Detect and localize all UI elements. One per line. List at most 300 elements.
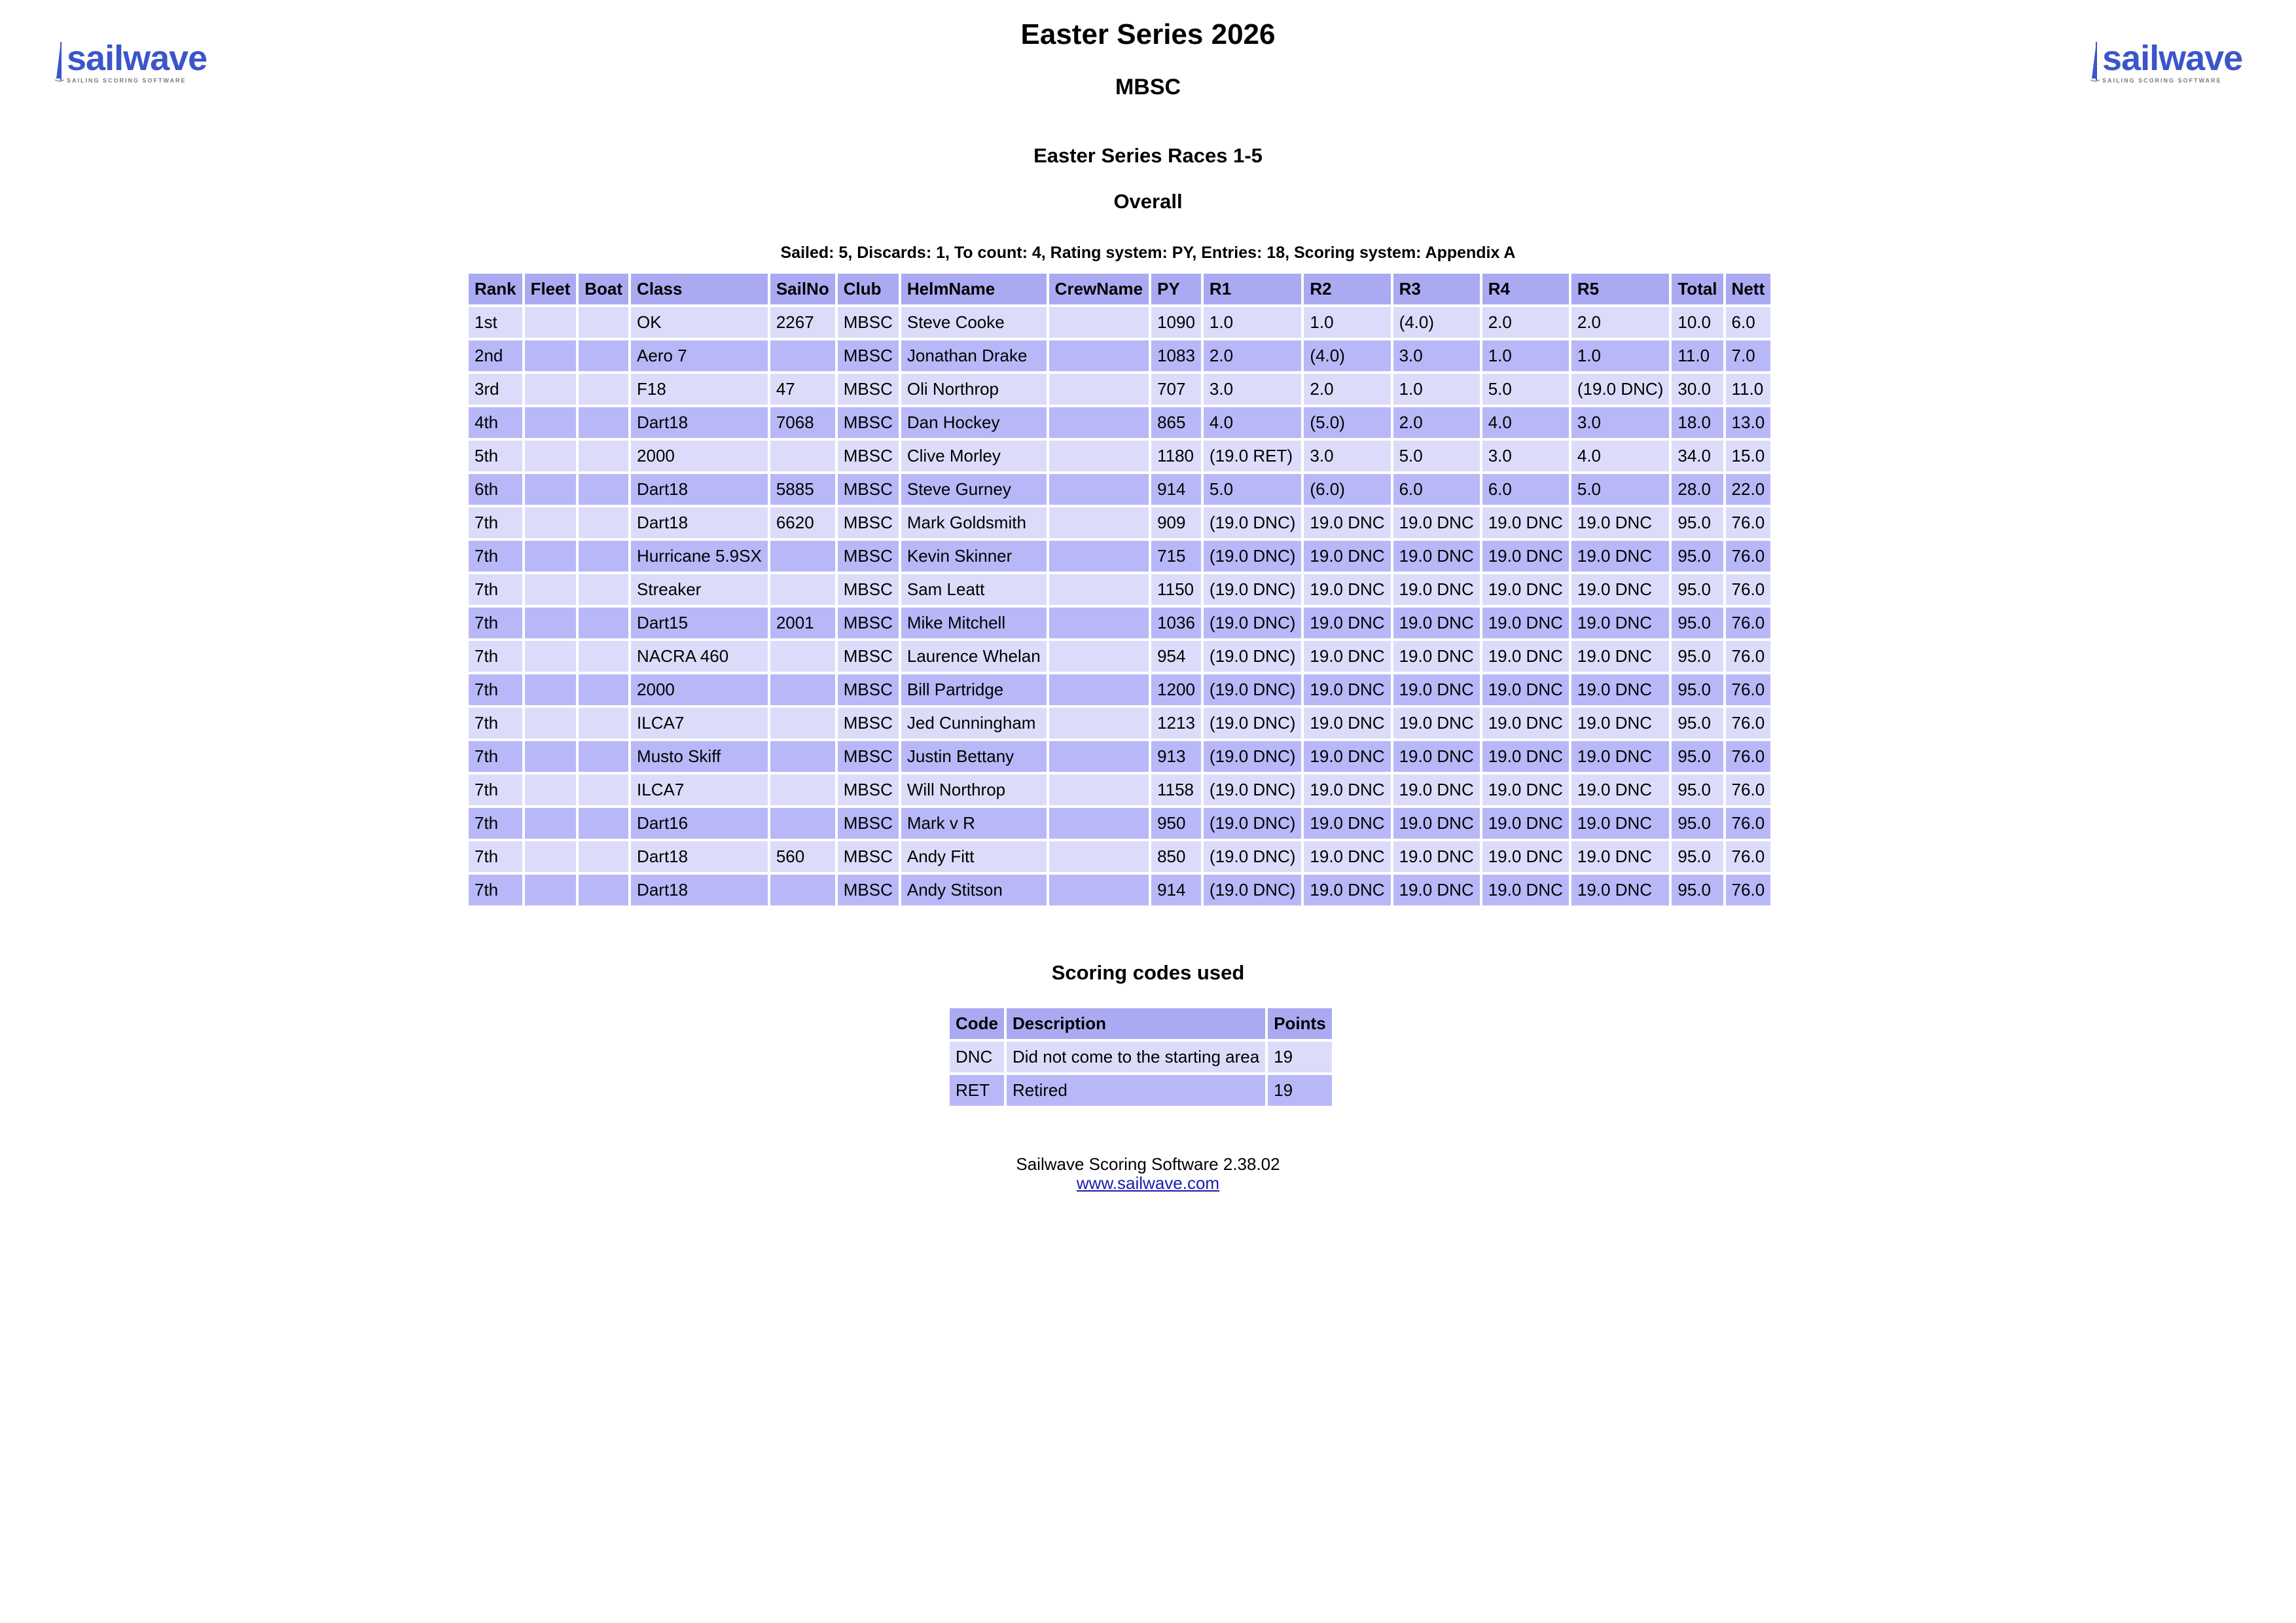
cell-r4: 19.0 DNC xyxy=(1482,741,1569,772)
cell-r2: 19.0 DNC xyxy=(1304,641,1390,672)
cell-crewname xyxy=(1049,808,1149,839)
cell-r2: 19.0 DNC xyxy=(1304,608,1390,638)
cell-boat xyxy=(579,841,628,872)
cell-r1: (19.0 DNC) xyxy=(1204,641,1301,672)
cell-club: MBSC xyxy=(838,374,899,405)
cell-boat xyxy=(579,574,628,605)
cell-r4: 19.0 DNC xyxy=(1482,841,1569,872)
cell-sailno xyxy=(770,808,835,839)
cell-r4: 1.0 xyxy=(1482,340,1569,371)
cell-total: 95.0 xyxy=(1672,674,1723,705)
cell-r5: (19.0 DNC) xyxy=(1571,374,1669,405)
cell-fleet xyxy=(525,507,577,538)
cell-r2: 19.0 DNC xyxy=(1304,708,1390,739)
cell-helmname: Clive Morley xyxy=(901,441,1047,471)
table-row xyxy=(469,674,1770,705)
cell-sailno xyxy=(770,775,835,805)
cell-r4: 19.0 DNC xyxy=(1482,574,1569,605)
cell-rank: 7th xyxy=(469,841,522,872)
cell-class: Streaker xyxy=(631,574,768,605)
cell-rank: 7th xyxy=(469,741,522,772)
column-header-r1: R1 xyxy=(1204,274,1301,304)
cell-r3: 19.0 DNC xyxy=(1393,574,1480,605)
cell-helmname: Justin Bettany xyxy=(901,741,1047,772)
cell-r5: 19.0 DNC xyxy=(1571,608,1669,638)
cell-crewname xyxy=(1049,374,1149,405)
cell-club: MBSC xyxy=(838,441,899,471)
cell-total: 95.0 xyxy=(1672,507,1723,538)
cell-py: 914 xyxy=(1151,875,1201,905)
cell-club: MBSC xyxy=(838,541,899,572)
cell-class: Dart16 xyxy=(631,808,768,839)
cell-class: ILCA7 xyxy=(631,708,768,739)
scoring-codes-table xyxy=(947,1006,1335,1108)
series-title: Easter Series Races 1-5 xyxy=(1033,144,1263,167)
cell-r5: 19.0 DNC xyxy=(1571,841,1669,872)
cell-r5: 3.0 xyxy=(1571,407,1669,438)
cell-r5: 19.0 DNC xyxy=(1571,808,1669,839)
cell-sailno: 5885 xyxy=(770,474,835,505)
cell-py: 1083 xyxy=(1151,340,1201,371)
cell-rank: 7th xyxy=(469,608,522,638)
cell-rank: 4th xyxy=(469,407,522,438)
results-table xyxy=(466,271,1773,908)
cell-helmname: Bill Partridge xyxy=(901,674,1047,705)
table-row xyxy=(469,374,1770,405)
cell-boat xyxy=(579,608,628,638)
cell-py: 715 xyxy=(1151,541,1201,572)
cell-club: MBSC xyxy=(838,708,899,739)
cell-r3: (4.0) xyxy=(1393,307,1480,338)
cell-r5: 19.0 DNC xyxy=(1571,641,1669,672)
column-header-py: PY xyxy=(1151,274,1201,304)
column-header-boat: Boat xyxy=(579,274,628,304)
cell-boat xyxy=(579,708,628,739)
table-row xyxy=(469,474,1770,505)
table-row xyxy=(469,608,1770,638)
cell-boat xyxy=(579,474,628,505)
cell-py: 1213 xyxy=(1151,708,1201,739)
cell-helmname: Andy Fitt xyxy=(901,841,1047,872)
cell-rank: 7th xyxy=(469,574,522,605)
column-header-description: Description xyxy=(1007,1008,1265,1039)
cell-club: MBSC xyxy=(838,340,899,371)
cell-r2: 19.0 DNC xyxy=(1304,841,1390,872)
cell-r1: (19.0 RET) xyxy=(1204,441,1301,471)
cell-fleet xyxy=(525,708,577,739)
cell-r5: 19.0 DNC xyxy=(1571,875,1669,905)
cell-sailno xyxy=(770,674,835,705)
cell-fleet xyxy=(525,541,577,572)
cell-total: 95.0 xyxy=(1672,841,1723,872)
cell-sailno: 47 xyxy=(770,374,835,405)
cell-rank: 7th xyxy=(469,875,522,905)
cell-crewname xyxy=(1049,841,1149,872)
cell-r4: 3.0 xyxy=(1482,441,1569,471)
column-header-crewname: CrewName xyxy=(1049,274,1149,304)
cell-crewname xyxy=(1049,708,1149,739)
cell-r1: (19.0 DNC) xyxy=(1204,808,1301,839)
cell-helmname: Dan Hockey xyxy=(901,407,1047,438)
cell-crewname xyxy=(1049,775,1149,805)
cell-club: MBSC xyxy=(838,574,899,605)
cell-py: 913 xyxy=(1151,741,1201,772)
cell-nett: 76.0 xyxy=(1726,875,1771,905)
cell-r5: 2.0 xyxy=(1571,307,1669,338)
cell-boat xyxy=(579,374,628,405)
cell-sailno: 7068 xyxy=(770,407,835,438)
cell-r3: 1.0 xyxy=(1393,374,1480,405)
cell-py: 950 xyxy=(1151,808,1201,839)
table-row xyxy=(469,574,1770,605)
cell-rank: 6th xyxy=(469,474,522,505)
cell-r1: (19.0 DNC) xyxy=(1204,841,1301,872)
cell-r2: (6.0) xyxy=(1304,474,1390,505)
cell-r5: 5.0 xyxy=(1571,474,1669,505)
cell-class: Dart15 xyxy=(631,608,768,638)
cell-code: DNC xyxy=(950,1042,1004,1072)
cell-sailno xyxy=(770,741,835,772)
cell-total: 34.0 xyxy=(1672,441,1723,471)
cell-total: 95.0 xyxy=(1672,574,1723,605)
cell-fleet xyxy=(525,608,577,638)
column-header-helmname: HelmName xyxy=(901,274,1047,304)
cell-total: 95.0 xyxy=(1672,875,1723,905)
column-header-total: Total xyxy=(1672,274,1723,304)
cell-total: 11.0 xyxy=(1672,340,1723,371)
cell-r3: 19.0 DNC xyxy=(1393,507,1480,538)
cell-nett: 13.0 xyxy=(1726,407,1771,438)
cell-boat xyxy=(579,541,628,572)
cell-total: 95.0 xyxy=(1672,708,1723,739)
cell-fleet xyxy=(525,741,577,772)
cell-py: 865 xyxy=(1151,407,1201,438)
cell-r1: (19.0 DNC) xyxy=(1204,507,1301,538)
table-row xyxy=(469,507,1770,538)
cell-nett: 11.0 xyxy=(1726,374,1771,405)
cell-sailno xyxy=(770,441,835,471)
cell-fleet xyxy=(525,841,577,872)
cell-crewname xyxy=(1049,441,1149,471)
cell-boat xyxy=(579,441,628,471)
cell-r1: (19.0 DNC) xyxy=(1204,574,1301,605)
cell-r3: 19.0 DNC xyxy=(1393,541,1480,572)
column-header-r3: R3 xyxy=(1393,274,1480,304)
cell-nett: 76.0 xyxy=(1726,841,1771,872)
cell-fleet xyxy=(525,674,577,705)
cell-r3: 3.0 xyxy=(1393,340,1480,371)
cell-nett: 76.0 xyxy=(1726,708,1771,739)
cell-helmname: Mark v R xyxy=(901,808,1047,839)
cell-helmname: Jonathan Drake xyxy=(901,340,1047,371)
cell-fleet xyxy=(525,340,577,371)
cell-r5: 19.0 DNC xyxy=(1571,507,1669,538)
cell-py: 914 xyxy=(1151,474,1201,505)
cell-class: Dart18 xyxy=(631,474,768,505)
cell-py: 909 xyxy=(1151,507,1201,538)
cell-sailno: 560 xyxy=(770,841,835,872)
table-row xyxy=(469,775,1770,805)
series-summary: Sailed: 5, Discards: 1, To count: 4, Rating system: PY, Entries: 18, Scoring system: Appendix A xyxy=(780,244,1516,262)
cell-r3: 19.0 DNC xyxy=(1393,875,1480,905)
cell-class: NACRA 460 xyxy=(631,641,768,672)
column-header-points: Points xyxy=(1268,1008,1331,1039)
column-header-rank: Rank xyxy=(469,274,522,304)
cell-r1: (19.0 DNC) xyxy=(1204,875,1301,905)
cell-total: 18.0 xyxy=(1672,407,1723,438)
cell-total: 10.0 xyxy=(1672,307,1723,338)
club-name: MBSC xyxy=(1115,75,1181,100)
cell-code: RET xyxy=(950,1075,1004,1106)
column-header-r2: R2 xyxy=(1304,274,1390,304)
cell-r1: 4.0 xyxy=(1204,407,1301,438)
table-row xyxy=(469,340,1770,371)
cell-r4: 19.0 DNC xyxy=(1482,708,1569,739)
cell-sailno xyxy=(770,574,835,605)
cell-helmname: Jed Cunningham xyxy=(901,708,1047,739)
cell-description: Did not come to the starting area xyxy=(1007,1042,1265,1072)
cell-helmname: Oli Northrop xyxy=(901,374,1047,405)
cell-boat xyxy=(579,407,628,438)
cell-helmname: Mike Mitchell xyxy=(901,608,1047,638)
cell-r1: 2.0 xyxy=(1204,340,1301,371)
cell-r4: 19.0 DNC xyxy=(1482,641,1569,672)
cell-nett: 22.0 xyxy=(1726,474,1771,505)
cell-fleet xyxy=(525,808,577,839)
cell-r4: 19.0 DNC xyxy=(1482,875,1569,905)
cell-class: Dart18 xyxy=(631,407,768,438)
cell-r2: 19.0 DNC xyxy=(1304,507,1390,538)
cell-helmname: Will Northrop xyxy=(901,775,1047,805)
cell-nett: 76.0 xyxy=(1726,775,1771,805)
cell-r2: (4.0) xyxy=(1304,340,1390,371)
table-row xyxy=(469,875,1770,905)
table-row xyxy=(469,307,1770,338)
cell-r2: 19.0 DNC xyxy=(1304,574,1390,605)
cell-club: MBSC xyxy=(838,474,899,505)
cell-r4: 6.0 xyxy=(1482,474,1569,505)
cell-crewname xyxy=(1049,407,1149,438)
cell-total: 95.0 xyxy=(1672,775,1723,805)
cell-crewname xyxy=(1049,507,1149,538)
cell-py: 1036 xyxy=(1151,608,1201,638)
cell-boat xyxy=(579,741,628,772)
cell-club: MBSC xyxy=(838,641,899,672)
table-row xyxy=(469,641,1770,672)
cell-r2: 19.0 DNC xyxy=(1304,674,1390,705)
cell-fleet xyxy=(525,474,577,505)
cell-class: ILCA7 xyxy=(631,775,768,805)
cell-rank: 7th xyxy=(469,674,522,705)
column-header-class: Class xyxy=(631,274,768,304)
column-header-r4: R4 xyxy=(1482,274,1569,304)
cell-crewname xyxy=(1049,875,1149,905)
cell-total: 95.0 xyxy=(1672,741,1723,772)
cell-r4: 19.0 DNC xyxy=(1482,808,1569,839)
cell-total: 30.0 xyxy=(1672,374,1723,405)
cell-rank: 7th xyxy=(469,507,522,538)
cell-boat xyxy=(579,775,628,805)
cell-crewname xyxy=(1049,541,1149,572)
cell-r2: (5.0) xyxy=(1304,407,1390,438)
cell-r4: 19.0 DNC xyxy=(1482,674,1569,705)
cell-rank: 5th xyxy=(469,441,522,471)
column-header-nett: Nett xyxy=(1726,274,1771,304)
column-header-fleet: Fleet xyxy=(525,274,577,304)
cell-py: 850 xyxy=(1151,841,1201,872)
cell-rank: 1st xyxy=(469,307,522,338)
cell-r4: 5.0 xyxy=(1482,374,1569,405)
cell-r5: 19.0 DNC xyxy=(1571,541,1669,572)
cell-total: 95.0 xyxy=(1672,641,1723,672)
scoring-codes-title: Scoring codes used xyxy=(1051,961,1245,984)
cell-helmname: Sam Leatt xyxy=(901,574,1047,605)
cell-nett: 15.0 xyxy=(1726,441,1771,471)
cell-r1: 3.0 xyxy=(1204,374,1301,405)
cell-fleet xyxy=(525,407,577,438)
cell-points: 19 xyxy=(1268,1075,1331,1106)
logo-tagline: SAILING SCORING SOFTWARE xyxy=(2102,77,2222,84)
cell-boat xyxy=(579,307,628,338)
column-header-club: Club xyxy=(838,274,899,304)
cell-r5: 19.0 DNC xyxy=(1571,741,1669,772)
cell-r4: 19.0 DNC xyxy=(1482,507,1569,538)
cell-r3: 5.0 xyxy=(1393,441,1480,471)
cell-py: 1158 xyxy=(1151,775,1201,805)
code-row xyxy=(950,1042,1332,1072)
cell-r3: 19.0 DNC xyxy=(1393,841,1480,872)
cell-r2: 19.0 DNC xyxy=(1304,541,1390,572)
cell-nett: 76.0 xyxy=(1726,741,1771,772)
cell-crewname xyxy=(1049,474,1149,505)
cell-total: 95.0 xyxy=(1672,541,1723,572)
cell-crewname xyxy=(1049,608,1149,638)
cell-class: 2000 xyxy=(631,441,768,471)
cell-r3: 6.0 xyxy=(1393,474,1480,505)
cell-r1: 5.0 xyxy=(1204,474,1301,505)
cell-py: 1150 xyxy=(1151,574,1201,605)
cell-class: OK xyxy=(631,307,768,338)
cell-r1: (19.0 DNC) xyxy=(1204,674,1301,705)
cell-sailno: 2267 xyxy=(770,307,835,338)
cell-r3: 19.0 DNC xyxy=(1393,708,1480,739)
cell-class: 2000 xyxy=(631,674,768,705)
cell-sailno xyxy=(770,708,835,739)
cell-r2: 19.0 DNC xyxy=(1304,775,1390,805)
cell-r4: 2.0 xyxy=(1482,307,1569,338)
cell-club: MBSC xyxy=(838,608,899,638)
cell-rank: 7th xyxy=(469,708,522,739)
cell-r5: 19.0 DNC xyxy=(1571,674,1669,705)
cell-boat xyxy=(579,507,628,538)
cell-sailno: 6620 xyxy=(770,507,835,538)
cell-r4: 19.0 DNC xyxy=(1482,541,1569,572)
cell-boat xyxy=(579,340,628,371)
cell-helmname: Kevin Skinner xyxy=(901,541,1047,572)
cell-sailno xyxy=(770,641,835,672)
footer xyxy=(0,1155,2296,1193)
cell-class: Dart18 xyxy=(631,875,768,905)
cell-py: 1200 xyxy=(1151,674,1201,705)
cell-class: Dart18 xyxy=(631,507,768,538)
cell-r2: 3.0 xyxy=(1304,441,1390,471)
cell-crewname xyxy=(1049,641,1149,672)
cell-r1: (19.0 DNC) xyxy=(1204,741,1301,772)
cell-fleet xyxy=(525,775,577,805)
cell-r3: 19.0 DNC xyxy=(1393,608,1480,638)
cell-class: Aero 7 xyxy=(631,340,768,371)
cell-class: Hurricane 5.9SX xyxy=(631,541,768,572)
cell-r2: 19.0 DNC xyxy=(1304,741,1390,772)
section-title: Overall xyxy=(1113,190,1183,213)
cell-crewname xyxy=(1049,674,1149,705)
cell-r2: 19.0 DNC xyxy=(1304,808,1390,839)
cell-description: Retired xyxy=(1007,1075,1265,1106)
cell-r1: (19.0 DNC) xyxy=(1204,541,1301,572)
cell-rank: 7th xyxy=(469,541,522,572)
column-header-r5: R5 xyxy=(1571,274,1669,304)
cell-nett: 6.0 xyxy=(1726,307,1771,338)
cell-nett: 76.0 xyxy=(1726,507,1771,538)
cell-class: Dart18 xyxy=(631,841,768,872)
code-row xyxy=(950,1075,1332,1106)
cell-boat xyxy=(579,875,628,905)
table-row xyxy=(469,708,1770,739)
cell-crewname xyxy=(1049,741,1149,772)
cell-r1: 1.0 xyxy=(1204,307,1301,338)
cell-club: MBSC xyxy=(838,775,899,805)
table-row xyxy=(469,407,1770,438)
cell-r4: 19.0 DNC xyxy=(1482,608,1569,638)
cell-nett: 76.0 xyxy=(1726,608,1771,638)
cell-sailno: 2001 xyxy=(770,608,835,638)
cell-nett: 76.0 xyxy=(1726,674,1771,705)
cell-r3: 19.0 DNC xyxy=(1393,808,1480,839)
cell-nett: 7.0 xyxy=(1726,340,1771,371)
cell-club: MBSC xyxy=(838,407,899,438)
table-row xyxy=(469,541,1770,572)
cell-club: MBSC xyxy=(838,741,899,772)
cell-sailno xyxy=(770,340,835,371)
cell-fleet xyxy=(525,441,577,471)
cell-nett: 76.0 xyxy=(1726,808,1771,839)
cell-helmname: Steve Cooke xyxy=(901,307,1047,338)
column-header-sailno: SailNo xyxy=(770,274,835,304)
cell-r2: 1.0 xyxy=(1304,307,1390,338)
sailwave-link[interactable]: www.sailwave.com xyxy=(1076,1173,1220,1193)
cell-club: MBSC xyxy=(838,875,899,905)
cell-r3: 19.0 DNC xyxy=(1393,641,1480,672)
cell-r5: 4.0 xyxy=(1571,441,1669,471)
cell-class: Musto Skiff xyxy=(631,741,768,772)
cell-rank: 7th xyxy=(469,641,522,672)
cell-r1: (19.0 DNC) xyxy=(1204,708,1301,739)
column-header-code: Code xyxy=(950,1008,1004,1039)
cell-rank: 2nd xyxy=(469,340,522,371)
cell-boat xyxy=(579,808,628,839)
cell-r2: 19.0 DNC xyxy=(1304,875,1390,905)
cell-crewname xyxy=(1049,574,1149,605)
cell-r4: 19.0 DNC xyxy=(1482,775,1569,805)
cell-r1: (19.0 DNC) xyxy=(1204,608,1301,638)
cell-crewname xyxy=(1049,340,1149,371)
cell-helmname: Steve Gurney xyxy=(901,474,1047,505)
cell-club: MBSC xyxy=(838,307,899,338)
cell-rank: 7th xyxy=(469,808,522,839)
software-version: Sailwave Scoring Software 2.38.02 xyxy=(1016,1154,1280,1174)
cell-crewname xyxy=(1049,307,1149,338)
cell-helmname: Laurence Whelan xyxy=(901,641,1047,672)
